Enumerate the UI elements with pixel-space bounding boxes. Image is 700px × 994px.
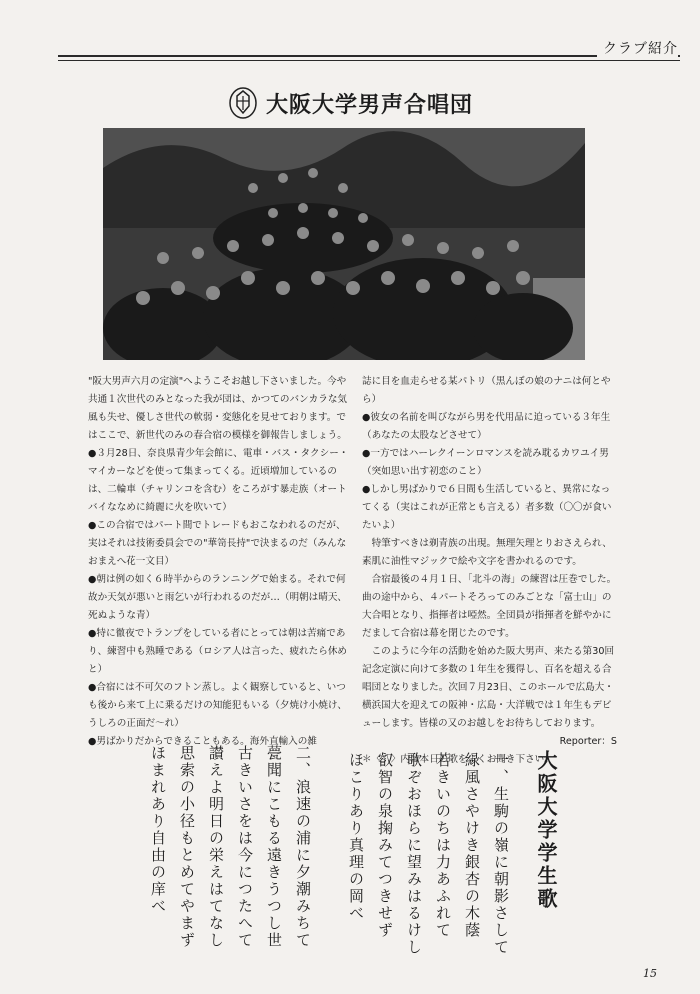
article-paragraph: ●しかし男ばかりで６日間も生活していると、異常になってくる（実はこれが正常とも言える）者多数（〇〇が食いたいよ）	[362, 484, 612, 531]
verse-line: 古きいさをは今につたへて	[236, 745, 254, 949]
article-paragraph: このように今年の活動を始めた阪大男声、来たる第30回記念定演に向けて多数の１年生を獲得し、百名を超える合唱団となりました。次回７月23日、このホールで広島大・横浜国大を迎えての阪神・広島・大洋戦では１年生もデビューします。皆様の又のお越しをお待ちしております。	[362, 646, 615, 729]
verse-line: 一、生駒の嶺に朝影さして	[492, 752, 510, 956]
verse-line: 歌ぞおほらに望みはるけし	[405, 752, 423, 956]
reporter-credit: Reporter：S	[559, 736, 617, 747]
article-paragraph: ●特に徹夜でトランプをしている者にとっては朝は苦痛であり、練習中も熟睡である（ロシア人は言った、疲れたら休めと）	[88, 628, 348, 675]
song-note: ＊〈 〉内は本日の歌をよくお聞き下さい。	[362, 754, 554, 765]
article-paragraph: ●彼女の名前を叫びながら男を代用品に迫っている３年生（あなたの太股などさせて）	[362, 412, 611, 441]
song-verse-1	[341, 752, 515, 962]
verse-line: ほまれあり自由の庠べ	[149, 745, 167, 915]
verse-line: 若きいのちは力あふれて	[434, 752, 452, 939]
article-paragraph: 誌に目を血走らせる某パトリ（黒んぼの娘のナニは何とやら）	[362, 376, 611, 405]
header-rule-thin	[58, 60, 680, 61]
song-verse-2	[143, 745, 317, 955]
article-column-left	[88, 373, 350, 751]
song-title: 大阪大学学生歌	[534, 750, 558, 911]
article-paragraph: ●３月28日、奈良県青少年会館に、電車・バス・タクシー・マイカーなどを使って集まってくる。近頃増加しているのは、二輪車（チャリンコを含む）をころがす暴走族（オートバイななめに綺麗に火を吹いて）	[88, 448, 349, 513]
section-label: クラブ紹介	[597, 38, 678, 58]
article-paragraph: ●朝は例の如く６時半からのランニングで始まる。それで何故か天気が悪いと雨乞いが行われるのだが…（明朝は晴天、死ぬような青）	[88, 574, 348, 621]
article-paragraph: ●一方ではハーレクイーンロマンスを読み耽るカワユイ男（突如思い出す初恋のこと）	[362, 448, 609, 477]
verse-line: 緑風さやけき銀杏の木蔭	[463, 752, 481, 939]
article-paragraph: ●合宿には不可欠のフトン蒸し。よく観察していると、いつも後から来て上に乗るだけの知能犯もいる（夕焼け小焼け、うしろの正面だ～れ）	[88, 682, 348, 729]
article-column-right	[362, 373, 617, 769]
article-paragraph: ●この合宿ではパート間でトレードもおこなわれるのだが、実はそれは技術委員会での"華笥長持"で決まるのだ（みんなおまえへ花一文目）	[88, 520, 347, 567]
verse-line: 思索の小径もとめてやまず	[178, 745, 196, 949]
article-paragraph: "阪大男声六月の定演"へようこそお越し下さいました。今や共通１次世代のみとなった我が団は、かつてのバンカラな気風も失せ、優しさ世代の軟弱・変態化を見せております。ではここで、新世代のみの春合宿の模様を御報告しましょう。	[88, 376, 348, 441]
group-photo	[103, 128, 585, 360]
club-title: 大阪大学男声合唱団	[266, 92, 474, 118]
university-emblem-icon	[228, 86, 258, 120]
page-number: 15	[643, 967, 657, 980]
article-paragraph: ●男ばかりだからできることもある。海外直輸入の雑	[88, 736, 317, 747]
club-heading	[228, 86, 473, 120]
verse-line: 二、浪速の浦に夕潮みちて	[294, 745, 312, 949]
header-rule	[58, 55, 680, 57]
verse-line: 讃えよ明日の栄えはてなし	[207, 745, 225, 949]
article-paragraph: 合宿最後の４月１日、「北斗の海」の練習は圧巻でした。曲の途中から、４パートそろってのみごとな「富士山」の大合唱となり、指揮者は啞然。全団員が指揮者を鮮やかにだまして合宿は幕を閉じたのです。	[362, 574, 617, 639]
article-paragraph: 特筆すべきは剃青族の出現。無理矢理とりおさえられ、素肌に油性マジックで絵や文字を書かれるのです。	[362, 538, 612, 567]
verse-line: ほこりあり真理の岡べ	[347, 752, 365, 922]
verse-line: 甍聞にこもる遠きうつし世	[265, 745, 283, 949]
verse-line: 叡智の泉掬みてつきせず	[376, 752, 394, 939]
